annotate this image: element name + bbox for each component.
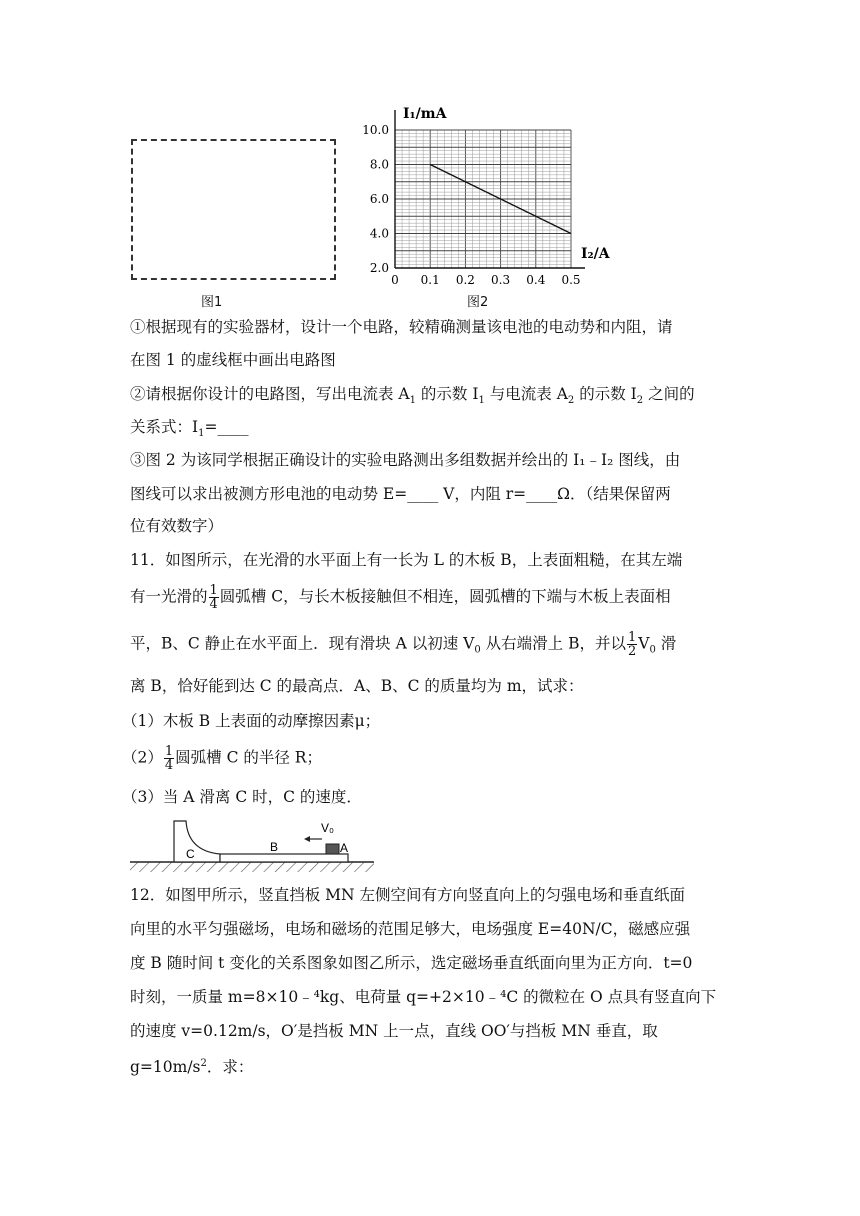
q11-item2 (122, 745, 722, 772)
figure-1-dashed-box (131, 139, 336, 280)
q10-part1-line1: ①根据现有的实验器材，设计一个电路，较精确测量该电池的电动势和内阻，请 (130, 318, 673, 336)
fraction-one-half: $\frac{1}{2}$ (627, 630, 637, 659)
ground-hatch (130, 862, 374, 872)
block-a (326, 844, 339, 854)
q11-line4: 离 B，恰好能到达 C 的最高点．A、B、C 的质量均为 m，试求： (130, 677, 584, 695)
q10-part2-text-b: 的示数 I (416, 385, 479, 403)
y-axis-label: I₁/mA (403, 106, 447, 122)
q10-part2-line2 (130, 417, 730, 444)
label-c: C (186, 847, 195, 861)
x-tick-label: 0.3 (491, 273, 511, 287)
subscript: 1 (198, 428, 205, 440)
y-tick-label: 10.0 (362, 123, 389, 137)
q10-part3-line3: 位有效数字） (130, 517, 224, 535)
subscript: 2 (567, 395, 575, 407)
y-tick-label: 8.0 (369, 157, 389, 172)
q10-part2-text-e: 之间的 (643, 385, 695, 403)
subscript: 2 (636, 395, 644, 407)
q12-line4: 时刻，一质量 m=8×10﹣⁴kg、电荷量 q=+2×10﹣⁴C 的微粒在 O 点具有竖直向下 (130, 988, 717, 1006)
subscript: 0 (649, 644, 656, 656)
q12-line6-text-a: g=10m/s (130, 1058, 201, 1077)
x-tick-label: 0.4 (526, 273, 546, 287)
q11-line2 (130, 584, 730, 611)
fraction-one-quarter: $\frac{1}{4}$ (164, 744, 174, 773)
q12-line1: 12．如图甲所示，竖直挡板 MN 左侧空间有方向竖直向上的匀强电场和垂直纸面 (130, 886, 686, 904)
q12-line5: 的速度 v=0.12m/s，O′是挡板 MN 上一点，直线 OO′与挡板 MN 垂直，取 (130, 1022, 658, 1040)
subscript: 0 (474, 644, 481, 656)
q10-part3-line2: 图线可以求出被测方形电池的电动势 E=____ V，内阻 r=____Ω．（结果保留两 (130, 485, 671, 503)
figure-2-caption: 图2 (467, 295, 489, 310)
board-b (220, 854, 348, 862)
q10-part2-text-a: ②请根据你设计的电路图，写出电流表 A (130, 385, 410, 403)
q11-item3: （3）当 A 滑离 C 时，C 的速度． (122, 788, 362, 806)
q11-line3-text-b: 从右端滑上 B，并以 (480, 634, 626, 653)
q12-line3: 度 B 随时间 t 变化的关系图象如图乙所示，选定磁场垂直纸面向里为正方向．t=0 (130, 954, 693, 972)
x-tick-label: 0.5 (561, 273, 581, 287)
q10-part1-line2: 在图 1 的虚线框中画出电路图 (130, 351, 336, 369)
subscript: 1 (478, 395, 485, 407)
q10-part2-text-d: 的示数 I (574, 385, 637, 403)
q11-line2-text-b: 圆弧槽 C，与长木板接触但不相连，圆弧槽的下端与木板上表面相 (219, 587, 671, 606)
arc-groove-c (174, 821, 220, 862)
label-v0: V₀ (321, 821, 334, 835)
q11-line3-text-d: 滑 (655, 634, 677, 653)
q12-line2: 向里的水平匀强磁场，电场和磁场的范围足够大，电场强度 E=40N/C，磁感应强 (130, 920, 691, 938)
x-axis-label: I₂/A (581, 246, 610, 262)
q10-part2-relation-label: 关系式：I (130, 418, 199, 436)
y-tick-label: 6.0 (369, 192, 389, 206)
velocity-arrow-head (304, 836, 310, 842)
q10-part2-line1 (130, 384, 730, 411)
fraction-one-quarter: $\frac{1}{4}$ (209, 583, 218, 612)
q12-line6 (130, 1054, 730, 1077)
subscript: 1 (409, 395, 416, 407)
q11-line3-text-c: V (638, 634, 650, 653)
label-a: A (340, 841, 349, 855)
q10-part2-text-c: 与电流表 A (484, 385, 568, 403)
q11-line3-text-a: 平，B、C 静止在水平面上．现有滑块 A 以初速 V (130, 634, 475, 653)
x-tick-label: 0 (391, 273, 399, 287)
figure-2-chart (355, 100, 620, 290)
q11-figure (128, 815, 378, 877)
y-tick-label: 2.0 (369, 261, 389, 275)
label-b: B (270, 840, 279, 854)
q11-line1: 11．如图所示，在光滑的水平面上有一长为 L 的木板 B，上表面粗糙，在其左端 (130, 551, 683, 569)
q11-line2-text-a: 有一光滑的 (130, 587, 208, 606)
x-tick-label: 0.2 (455, 273, 475, 287)
q11-item1: （1）木板 B 上表面的动摩擦因素μ； (122, 712, 381, 730)
q11-item2-text: 圆弧槽 C 的半径 R； (175, 748, 322, 767)
x-tick-label: 0.1 (420, 273, 440, 287)
figure-1-caption: 图1 (201, 295, 223, 310)
q11-line3 (130, 631, 730, 661)
q10-part2-relation-blank: =____ (204, 418, 249, 436)
q10-part3-line1: ③图 2 为该同学根据正确设计的实验电路测出多组数据并绘出的 I₁﹣I₂ 图线，由 (130, 451, 681, 469)
q11-item2-prefix: （2） (122, 748, 163, 767)
q12-line6-text-c: ．求： (206, 1058, 254, 1077)
superscript: 2 (200, 1058, 207, 1069)
y-tick-label: 4.0 (369, 226, 389, 241)
